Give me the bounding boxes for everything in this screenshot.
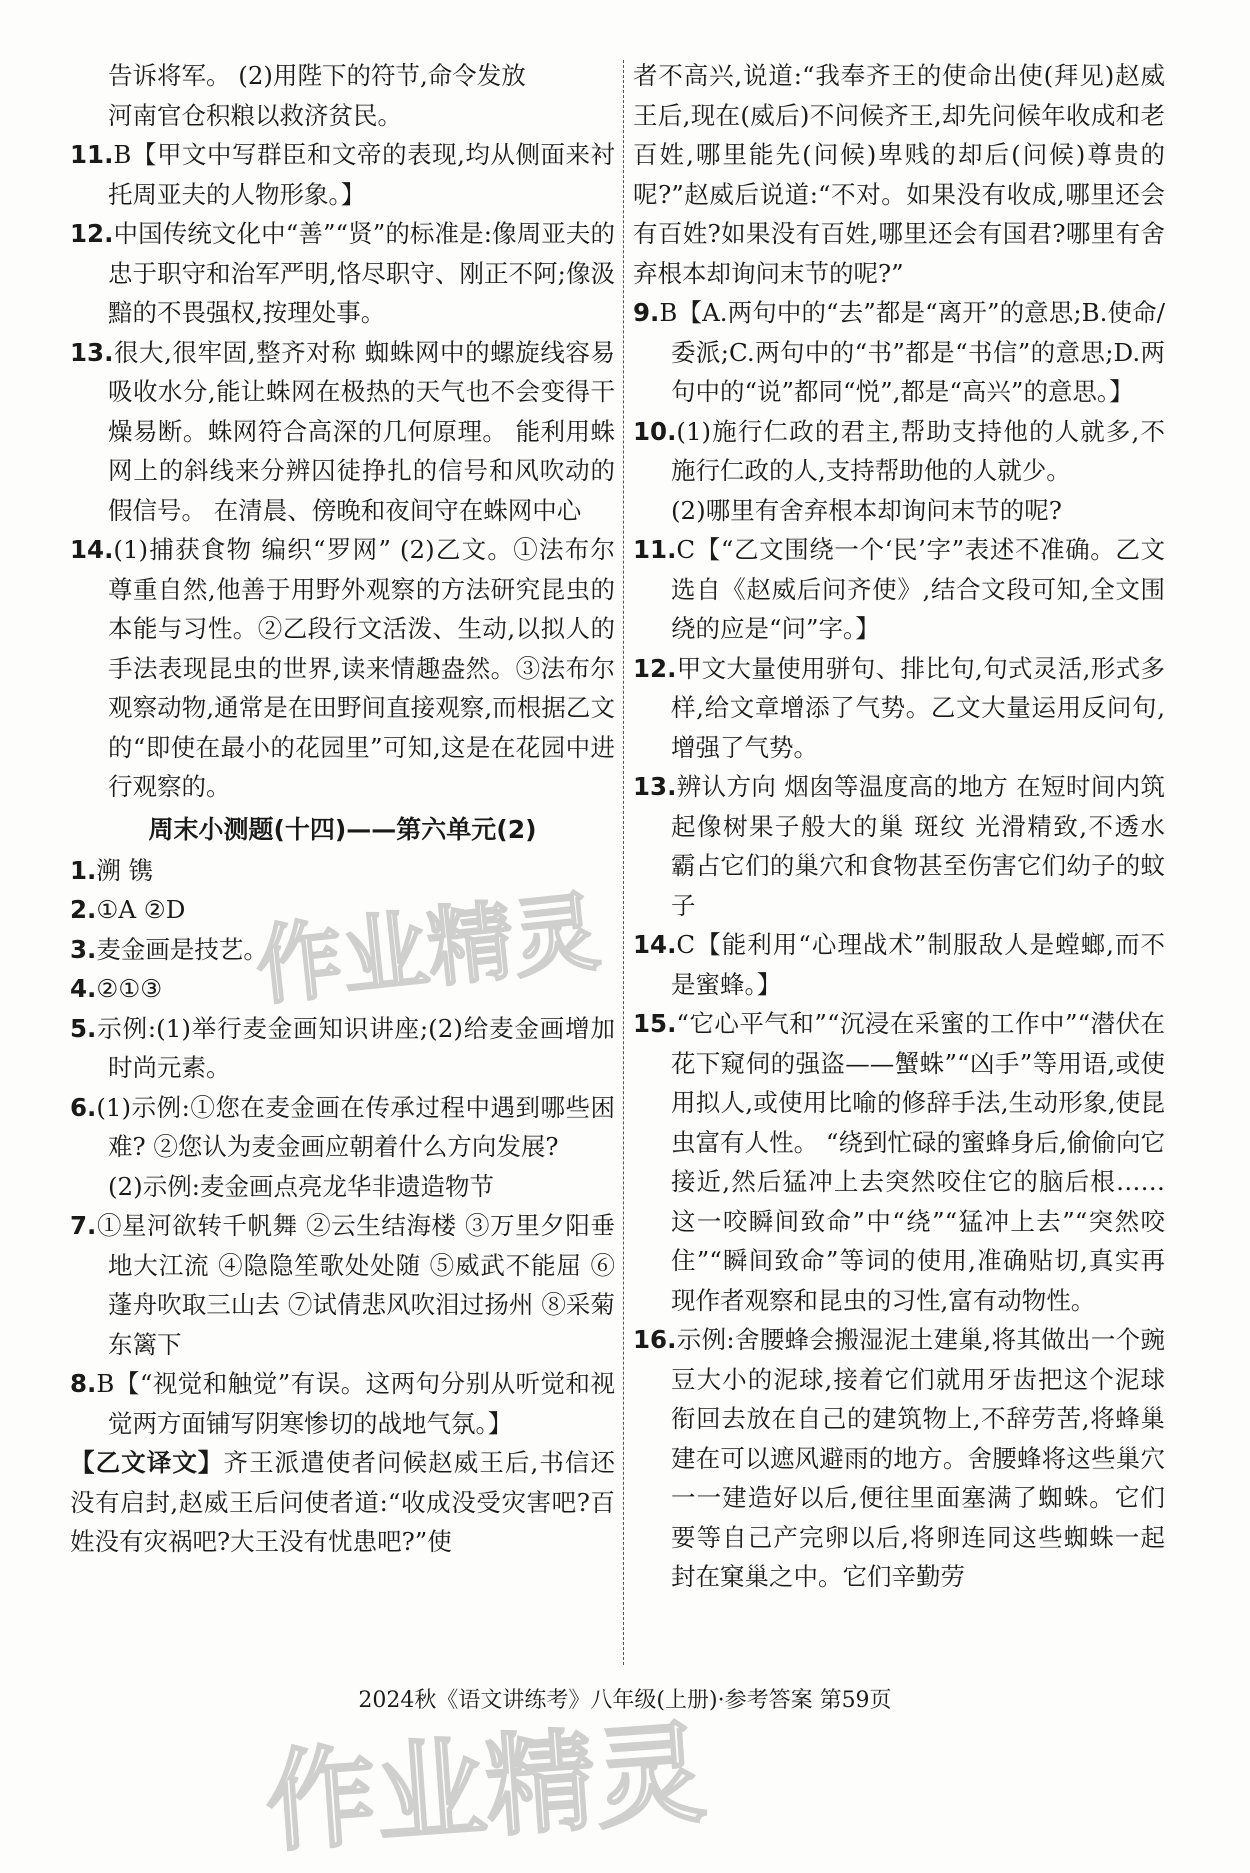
answer-text: B【A.两句中的“去”都是“离开”的意思;B.使命/委派;C.两句中的“书”都是“书信”的意思;D.两句中的“说”都同“悦”,都是“高兴”的意思。】 [659, 298, 1165, 406]
left-column [70, 56, 615, 1562]
answer-item [70, 333, 615, 531]
answer-item [70, 1206, 615, 1364]
answer-number: 2. [70, 895, 97, 924]
answer-item [633, 767, 1165, 925]
answer-number: 4. [70, 974, 97, 1003]
translation-paragraph [70, 1443, 615, 1562]
answer-text: 示例:(1)举行麦金画知识讲座;(2)给麦金画增加时尚元素。 [96, 1013, 615, 1082]
column-divider [623, 60, 624, 1665]
answer-number: 16. [633, 1325, 677, 1354]
intro-line: 河南官仓积粮以救济贫民。 [108, 100, 402, 130]
answer-item [70, 851, 615, 891]
translation-text: 齐王派遣使者问候赵威王后,书信还没有启封,赵威王后问使者道:“收成没受灾害吧?百姓没有灾祸吧?大王没有忧患吧?”使 [70, 1448, 616, 1556]
answer-item [633, 412, 1165, 491]
answer-text: 示例:舍腰蜂会搬湿泥土建巢,将其做出一个豌豆大小的泥球,接着它们就用牙齿把这个泥球衔回去放在自己的建筑物上,不辞劳苦,将蜂巢建在可以遮风避雨的地方。舍腰蜂将这些巢穴一一建造好以后,便往里面塞满了蜘蛛。它们要等自己产完卵以后,将卵连同这些蜘蛛一起封在窠巢之中。它们辛勤劳 [671, 1325, 1165, 1591]
answer-text: B【甲文中写群臣和文帝的表现,均从侧面来衬托周亚夫的人物形象。】 [108, 140, 615, 209]
answer-number: 8. [70, 1369, 97, 1398]
answer-text: (1)示例:①您在麦金画在传承过程中遇到哪些困难? ②您认为麦金画应朝着什么方向发展? [96, 1092, 615, 1161]
answer-text: “它心平气和”“沉浸在采蜜的工作中”“潜伏在花下窥伺的强盗——蟹蛛”“凶手”等用语,或使用拟人,或使用比喻的修辞手法,生动形象,使昆虫富有人性。 “绕到忙碌的蜜蜂身后,偷偷向它接近,然后猛冲上去突然咬住它的脑后根……这一咬瞬间致命”中“绕”“猛冲上去”“突然咬住”“瞬间致命”等词的使用,准确贴切,真实再现作者观察和昆虫的习性,富有动物性。 [671, 1009, 1165, 1315]
answer-continuation: (2)哪里有舍弃根本却询问末节的呢? [671, 495, 1062, 525]
answer-text: (1)施行仁政的君主,帮助支持他的人就多,不施行仁政的人,支持帮助他的人就少。 [671, 416, 1165, 485]
answer-number: 11. [633, 535, 677, 564]
answer-text: C【“乙文围绕一个‘民’字”表述不准确。乙文选自《赵威后问齐使》,结合文段可知,全文围绕的应是“问”字。】 [671, 535, 1165, 643]
answer-list [70, 851, 615, 1167]
answer-text: B【“视觉和触觉”有误。这两句分别从听觉和视觉两方面铺写阴寒惨切的战地气氛。】 [96, 1369, 615, 1438]
answer-item [70, 214, 615, 333]
answer-text: ①星河欲转千帆舞 ②云生结海楼 ③万里夕阳垂地大江流 ④隐隐笙歌处处随 ⑤威武不能屈 ⑥蓬舟吹取三山去 ⑦试倩悲风吹泪过扬州 ⑧采菊东篱下 [96, 1211, 615, 1359]
answer-list [70, 135, 615, 807]
answer-number: 6. [70, 1092, 97, 1122]
answer-text: (1)捕获食物 编织“罗网” (2)乙文。①法布尔尊重自然,他善于用野外观察的方法研究昆虫的本能与习性。②乙段行文活泼、生动,以拟人的手法表现昆虫的世界,读来情趣盎然。③法布尔观察动物,通常是在田野间直接观察,而根据乙文的“即使在最小的花园里”可知,这是在花园中进行观察的。 [108, 535, 615, 801]
answer-item [70, 530, 615, 807]
answer-item [70, 890, 615, 930]
translation-label: 【乙文译文】 [70, 1448, 224, 1477]
answer-item [633, 293, 1165, 412]
answer-item [633, 925, 1165, 1004]
answer-text: 辨认方向 烟囱等温度高的地方 在短时间内筑起像树果子般大的巢 斑纹 光滑精致,不透水 霸占它们的巢穴和食物甚至伤害它们幼子的蚊子 [671, 772, 1165, 920]
translation-continuation: 者不高兴,说道:“我奉齐王的使命出使(拜见)赵威王后,现在(威后)不问候齐王,却先问候年收成和老百姓,哪里能先(问候)卑贱的却后(问候)尊贵的呢?”赵威后说道:“不对。如果没有收成,哪里还会有百姓?如果没有百姓,哪里还会有国君?哪里有舍弃根本却询问末节的呢?” [633, 61, 1165, 288]
answer-text: 甲文大量使用骈句、排比句,句式灵活,形式多样,给文章增添了气势。乙文大量运用反问句,增强了气势。 [671, 653, 1165, 762]
answer-text: 很大,很牢固,整齐对称 蜘蛛网中的螺旋线容易吸收水分,能让蛛网在极热的天气也不会变得干燥易断。蛛网符合高深的几何原理。 能利用蛛网上的斜线来分辨囚徒挣扎的信号和风吹动的假信号。 在清晨、傍晚和夜间守在蛛网中心 [108, 337, 615, 525]
answer-number: 13. [70, 337, 114, 367]
answer-item [70, 1088, 615, 1167]
watermark: 作业精灵 [251, 882, 605, 1018]
answer-list [633, 530, 1165, 1597]
answer-number: 9. [633, 298, 660, 327]
answer-continuation: (2)示例:麦金画点亮龙华非遗造物节 [108, 1171, 494, 1201]
answer-text: 中国传统文化中“善”“贤”的标准是:像周亚夫的忠于职守和治军严明,恪尽职守、刚正不阿;像汲黯的不畏强权,按理处事。 [108, 219, 615, 327]
answer-number: 7. [70, 1211, 97, 1240]
answer-text: 溯 镌 [96, 855, 154, 885]
answer-number: 5. [70, 1013, 97, 1043]
answer-item [70, 135, 615, 214]
answer-number: 12. [633, 653, 677, 683]
section-title: 周末小测题(十四)——第六单元(2) [148, 814, 537, 844]
answer-number: 14. [633, 930, 677, 959]
answer-item [70, 1009, 615, 1088]
answer-number: 1. [70, 855, 97, 885]
answer-text: ②①③ [96, 974, 163, 1003]
answer-text: C【能利用“心理战术”制服敌人是螳螂,而不是蜜蜂。】 [671, 930, 1165, 999]
intro-line: 告诉将军。 (2)用陛下的符节,命令发放 [108, 61, 526, 90]
answer-number: 11. [70, 140, 114, 169]
answer-text: ①A ②D [96, 895, 186, 924]
answer-number: 14. [70, 535, 114, 564]
answer-number: 15. [633, 1009, 677, 1038]
answer-list [70, 1206, 615, 1443]
answer-number: 12. [70, 219, 114, 248]
answer-item [633, 1004, 1165, 1320]
right-column [633, 56, 1165, 1597]
answer-number: 13. [633, 772, 677, 801]
page-footer: 2024秋《语文讲练考》八年级(上册)·参考答案 第59页 [358, 1688, 892, 1713]
answer-list [633, 293, 1165, 491]
answer-item [633, 1320, 1165, 1597]
answer-number: 3. [70, 934, 97, 964]
answer-item [70, 1364, 615, 1443]
answer-item [633, 530, 1165, 649]
answer-item [70, 969, 615, 1009]
answer-item [70, 930, 615, 970]
answer-number: 10. [633, 416, 677, 446]
answer-text: 麦金画是技艺。 [96, 934, 268, 964]
answer-item [633, 649, 1165, 768]
watermark: 作业精灵 [261, 1708, 710, 1868]
